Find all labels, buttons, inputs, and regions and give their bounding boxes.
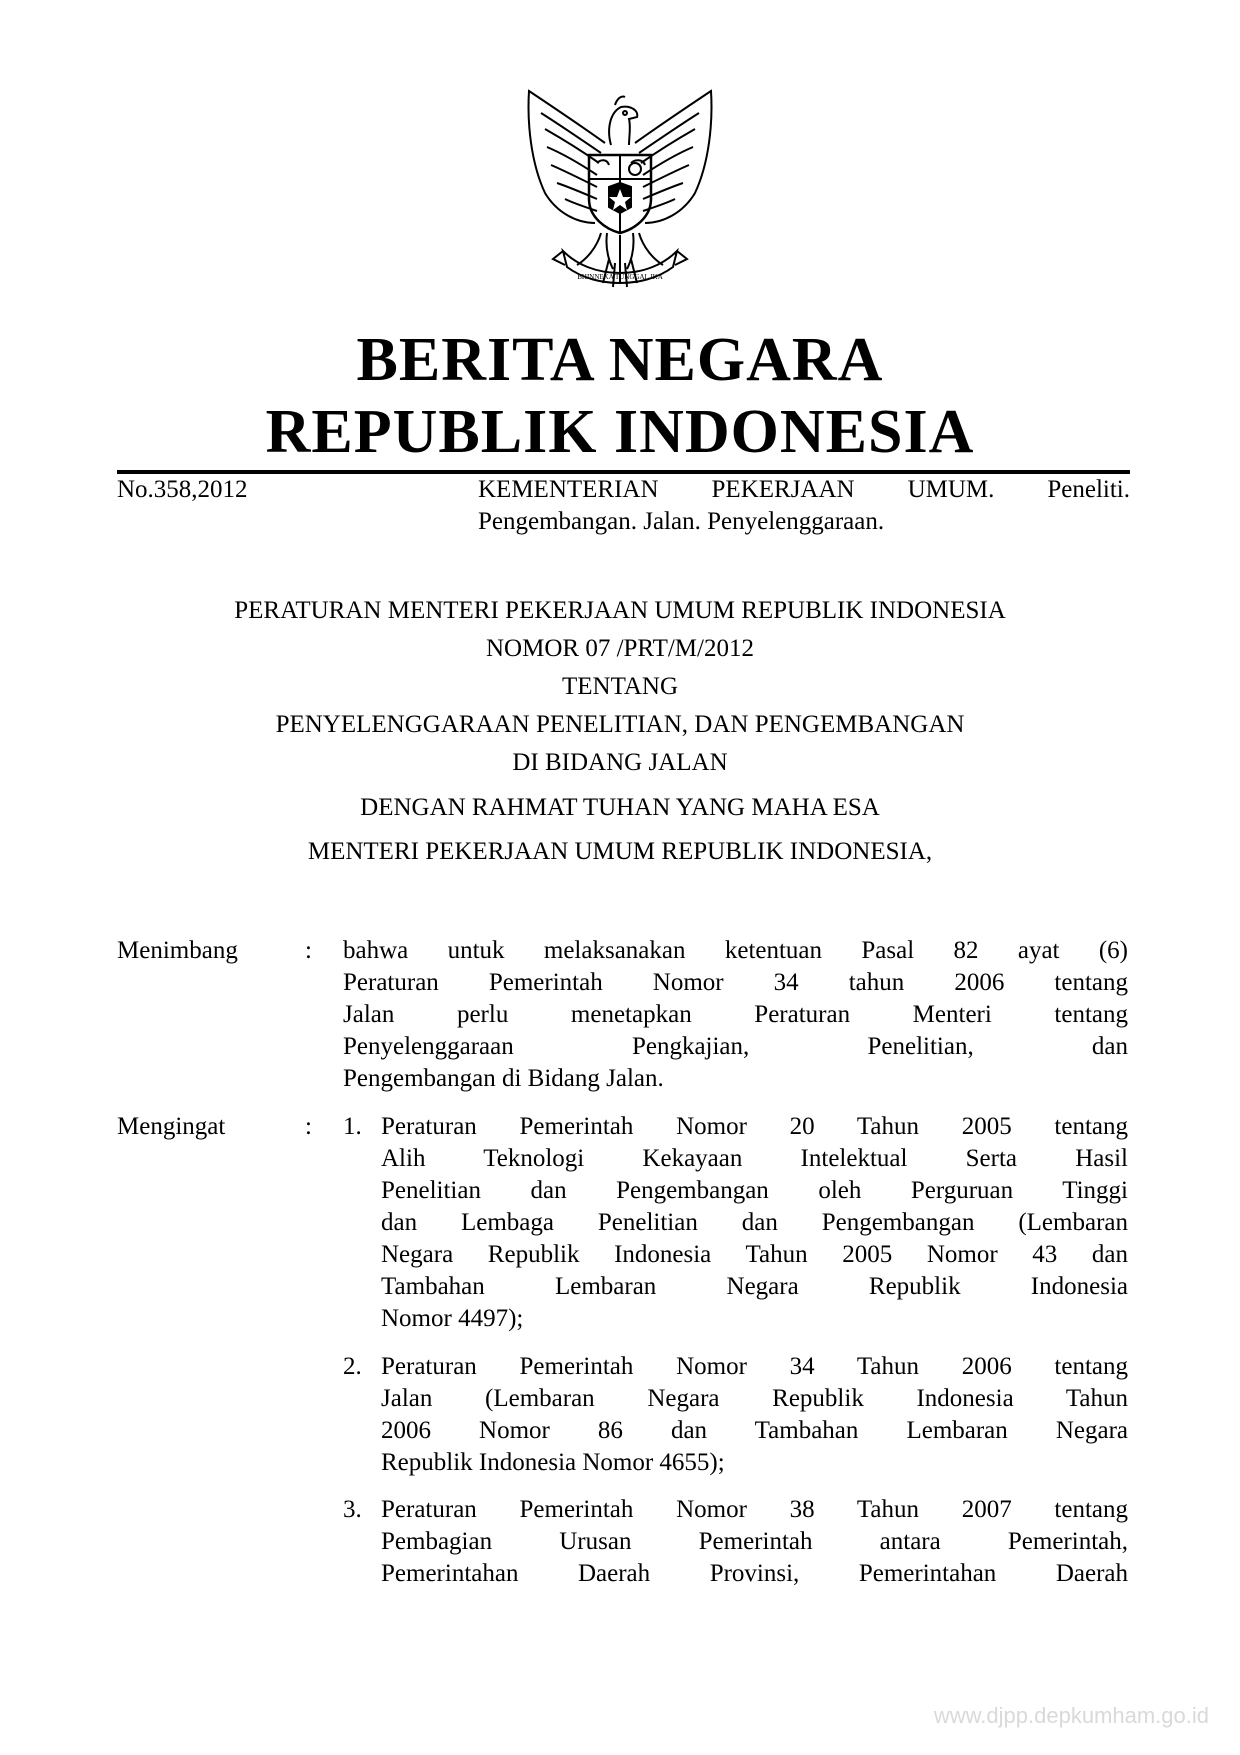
menimbang-colon: : <box>305 937 312 964</box>
mengingat-item-line: Republik Indonesia Nomor 4655); <box>381 1449 725 1476</box>
mengingat-item-line: Nomor 4497); <box>381 1305 524 1332</box>
mengingat-item-line: Alih Teknologi Kekayaan Intelektual Serta Hasil <box>381 1145 1128 1172</box>
mengingat-item-number: 1. <box>343 1113 362 1140</box>
emblem-motto: BHINNEKA TUNGGAL IKA <box>577 273 663 281</box>
preamble-line1: DENGAN RAHMAT TUHAN YANG MAHA ESA <box>360 794 880 821</box>
mengingat-item-line: Tambahan Lembaran Negara Republik Indonesia <box>381 1273 1128 1300</box>
preamble <box>0 786 1240 874</box>
mengingat-item-line: Peraturan Pemerintah Nomor 38 Tahun 2007 tentang <box>381 1496 1128 1523</box>
garuda-emblem-icon <box>517 83 723 301</box>
mengingat-label: Mengingat <box>117 1113 226 1140</box>
regulation-tentang: TENTANG <box>561 673 679 700</box>
mengingat-item-line: Penelitian dan Pengembangan oleh Perguruan Tinggi <box>381 1177 1128 1204</box>
mengingat-item-line: 2006 Nomor 86 dan Tambahan Lembaran Negara <box>381 1417 1128 1444</box>
mengingat-item-line: Jalan (Lembaran Negara Republik Indonesia Tahun <box>381 1385 1128 1412</box>
menimbang-line: Peraturan Pemerintah Nomor 34 tahun 2006 tentang <box>343 969 1128 996</box>
issue-number: No.358,2012 <box>117 476 248 503</box>
mengingat-item-1 <box>381 1111 1128 1335</box>
preamble-line2: MENTERI PEKERJAAN UMUM REPUBLIK INDONESIA, <box>307 838 933 865</box>
masthead-title-line2: REPUBLIK INDONESIA <box>265 398 975 466</box>
mengingat-item-line: Negara Republik Indonesia Tahun 2005 Nomor 43 dan <box>381 1241 1128 1268</box>
regulation-subject-line1: PENYELENGGARAAN PENELITIAN, DAN PENGEMBANGAN <box>275 711 965 738</box>
mengingat-item-line: Pembagian Urusan Pemerintah antara Pemerintah, <box>381 1528 1128 1555</box>
menimbang-line: Penyelenggaraan Pengkajian, Penelitian, dan <box>343 1033 1128 1060</box>
menimbang-line: Jalan perlu menetapkan Peraturan Menteri tentang <box>343 1001 1128 1028</box>
issue-subject-line2: Pengembangan. Jalan. Penyelenggaraan. <box>478 508 885 535</box>
mengingat-item-3 <box>381 1494 1128 1590</box>
mengingat-item-2 <box>381 1351 1128 1479</box>
menimbang-text <box>343 935 1128 1095</box>
mengingat-item-line: Peraturan Pemerintah Nomor 20 Tahun 2005 tentang <box>381 1113 1128 1140</box>
mengingat-colon: : <box>305 1113 312 1140</box>
issue-subject-line1: KEMENTERIAN PEKERJAAN UMUM. Peneliti. <box>478 476 1130 503</box>
regulation-title-line1: PERATURAN MENTERI PEKERJAAN UMUM REPUBLIK INDONESIA <box>234 597 1006 624</box>
mengingat-item-line: Pemerintahan Daerah Provinsi, Pemerintahan Daerah <box>381 1560 1128 1587</box>
menimbang-line: Pengembangan di Bidang Jalan. <box>343 1065 664 1092</box>
watermark-url: www.djpp.depkumham.go.id <box>933 1703 1209 1728</box>
menimbang-label: Menimbang <box>117 937 238 964</box>
mengingat-item-line: Peraturan Pemerintah Nomor 34 Tahun 2006 tentang <box>381 1353 1128 1380</box>
mengingat-item-number: 3. <box>343 1496 362 1523</box>
mengingat-item-line: dan Lembaga Penelitian dan Pengembangan (Lembaran <box>381 1209 1128 1236</box>
masthead-title-line1: BERITA NEGARA <box>356 326 884 394</box>
mengingat-item-number: 2. <box>343 1353 362 1380</box>
regulation-subject-line2: DI BIDANG JALAN <box>512 749 728 776</box>
regulation-number: NOMOR 07 /PRT/M/2012 <box>486 635 754 662</box>
issue-subject <box>478 474 1130 538</box>
menimbang-line: bahwa untuk melaksanakan ketentuan Pasal 82 ayat (6) <box>343 937 1128 964</box>
regulation-title <box>0 592 1240 782</box>
